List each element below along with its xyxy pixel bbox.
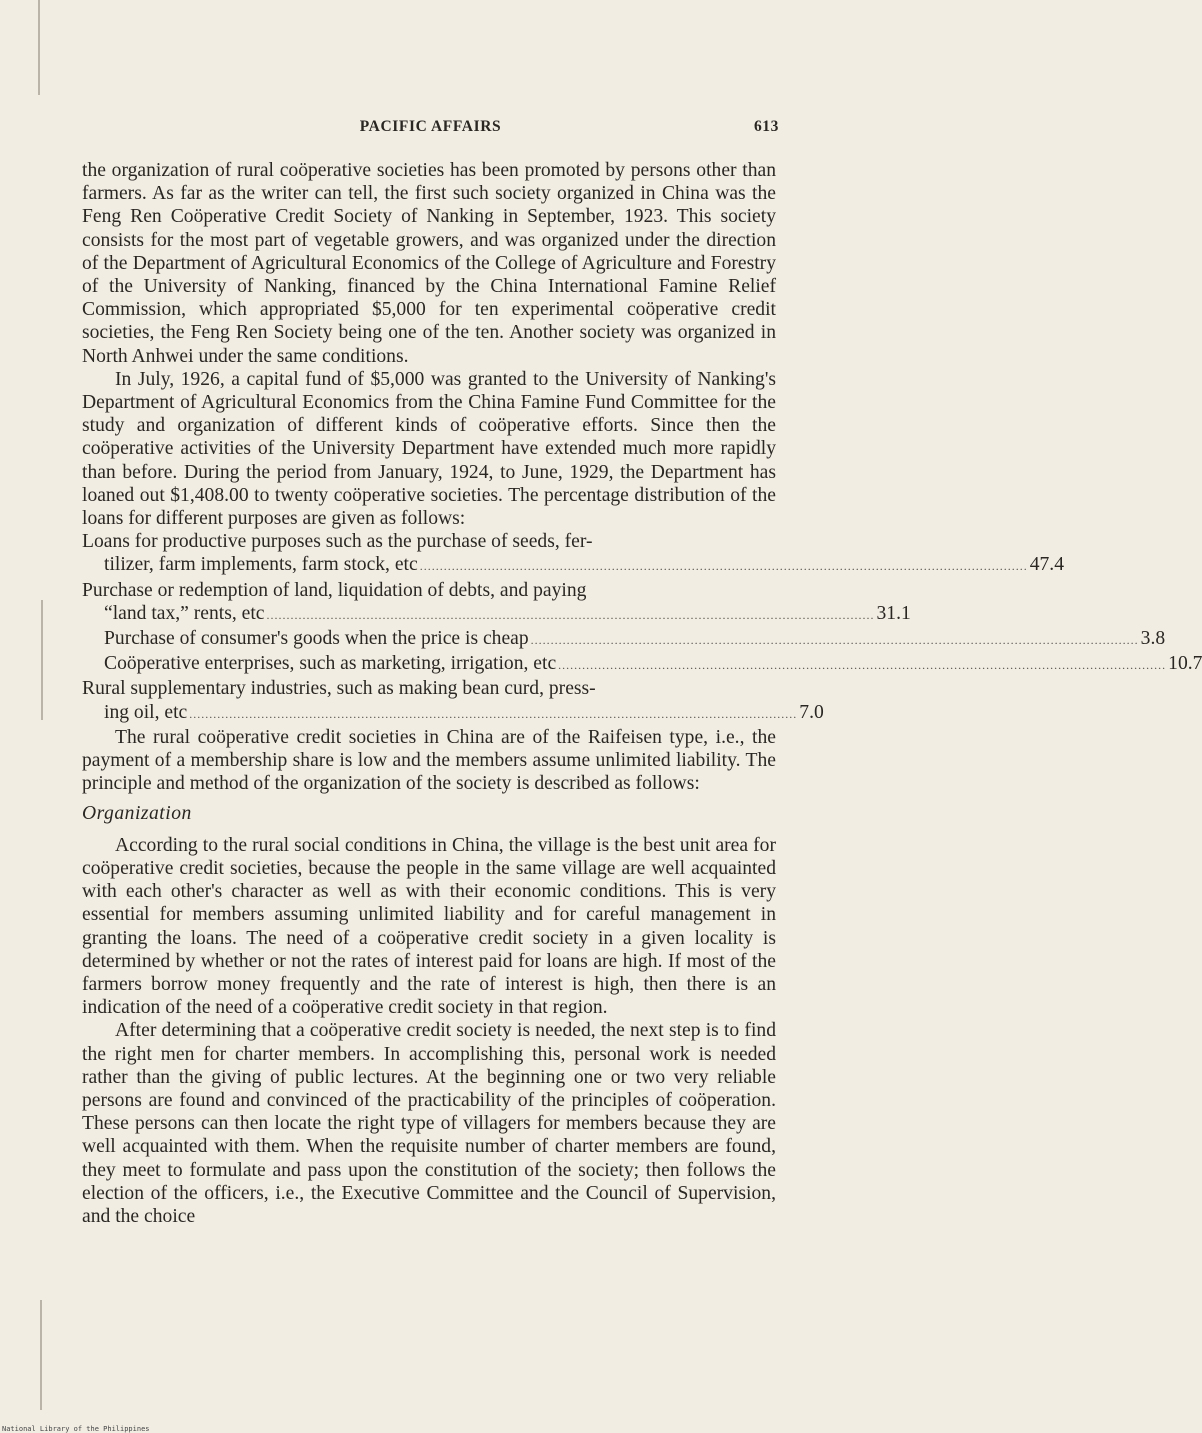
loan-entry (82, 579, 911, 627)
binding-mark (41, 600, 43, 720)
loan-entry-line (104, 701, 824, 726)
library-credit: National Library of the Philippines (2, 1425, 150, 1433)
loan-percentage: 47.4 (1029, 554, 1064, 576)
section-heading: Organization (82, 803, 192, 825)
loan-entry-line (104, 602, 911, 627)
paragraph: In July, 1926, a capital fund of $5,000 was granted to the University of Nanking's Department of Agricultural Economics from the China Famine Fund Committee for the study and organization of different kinds of coöperative efforts. Since then the coöperative activities of the University Department have extended much more rapidly than before. During the period from January, 1924, to June, 1929, the Department has loaned out $1,408.00 to twenty coöperative societies. The percentage distribution of the loans for different purposes are given as follows: (82, 368, 776, 530)
dot-leader: ........................................................................................................................................................ (530, 633, 1139, 648)
paragraph: the organization of rural coöperative societies has been promoted by persons other than farmers. As far as the writer can tell, the first such society organized in China was the Feng Ren Coöperative Credit Society of Nanking in September, 1923. This society consists for the most part of vegetable growers, and was organized under the direction of the Department of Agricultural Economics of the College of Agriculture and Forestry of the University of Nanking, financed by the China International Famine Relief Commission, which appropriated $5,000 for ten experimental coöperative credit societies, the Feng Ren Society being one of the ten. Another society was organized in North Anhwei under the same conditions. (82, 160, 776, 367)
journal-title: PACIFIC AFFAIRS (359, 118, 502, 135)
loan-percentage: 3.8 (1140, 628, 1166, 650)
loan-distribution-table (82, 530, 1202, 726)
loan-entry-lead: Loans for productive purposes such as the purchase of seeds, fer- (82, 531, 593, 553)
loan-entry (82, 677, 824, 725)
loan-entry-line (104, 627, 1166, 652)
loan-entry-text: Purchase of consumer's goods when the price is cheap (104, 628, 529, 650)
dot-leader: ........................................................................................................................................................ (558, 658, 1167, 673)
running-head (82, 118, 779, 142)
dot-leader: ........................................................................................................................................................ (419, 559, 1028, 574)
loan-percentage: 31.1 (876, 602, 911, 624)
loan-entry-line (104, 553, 1064, 578)
binding-mark (38, 0, 40, 95)
dot-leader: ........................................................................................................................................................ (189, 706, 798, 721)
binding-mark (40, 1300, 42, 1410)
paragraph: The rural coöperative credit societies in China are of the Raifeisen type, i.e., the payment of a membership share is low and the members assume unlimited liability. The principle and method of the organization of the society is described as follows: (82, 726, 776, 795)
loan-entry-text: “land tax,” rents, etc (104, 602, 265, 624)
dot-leader: ........................................................................................................................................................ (266, 607, 875, 622)
loan-percentage: 10.7 (1168, 653, 1202, 675)
paragraph: After determining that a coöperative credit society is needed, the next step is to find the right men for charter members. In accomplishing this, personal work is needed rather than the giving of public lectures. At the beginning one or two very reliable persons are found and convinced of the practicability of the principles of coöperation. These persons can then locate the right type of villagers for members because they are well acquainted with them. When the requisite number of charter members are found, they meet to formulate and pass upon the constitution of the society; then follows the election of the officers, i.e., the Executive Committee and the Council of Supervision, and the choice (82, 1020, 776, 1227)
paragraph: According to the rural social conditions in China, the village is the best unit area for coöperative credit societies, because the people in the same village are well acquainted with each other's character as well as with their economic conditions. This is very essential for members assuming unlimited liability and for careful management in granting the loans. The need of a coöperative credit society in a given locality is determined by whether or not the rates of interest paid for loans are high. If most of the farmers borrow money frequently and the rate of interest is high, then there is an indication of the need of a coöperative credit society in that region. (82, 834, 776, 1019)
loan-entry-text: ing oil, etc (104, 701, 188, 723)
article-body (82, 159, 1202, 1228)
loan-entry-text: tilizer, farm implements, farm stock, etc (104, 554, 418, 576)
loan-entry-line (104, 652, 1202, 677)
loan-entry-text: Coöperative enterprises, such as marketing, irrigation, etc (104, 653, 557, 675)
loan-entry (82, 530, 1064, 578)
page-number: 613 (753, 118, 779, 135)
loan-entry (82, 652, 1202, 677)
loan-entry-lead: Purchase or redemption of land, liquidation of debts, and paying (82, 579, 587, 601)
loan-percentage: 7.0 (799, 701, 824, 723)
loan-entry-lead: Rural supplementary industries, such as making bean curd, press- (82, 678, 596, 700)
loan-entry (82, 627, 1166, 652)
